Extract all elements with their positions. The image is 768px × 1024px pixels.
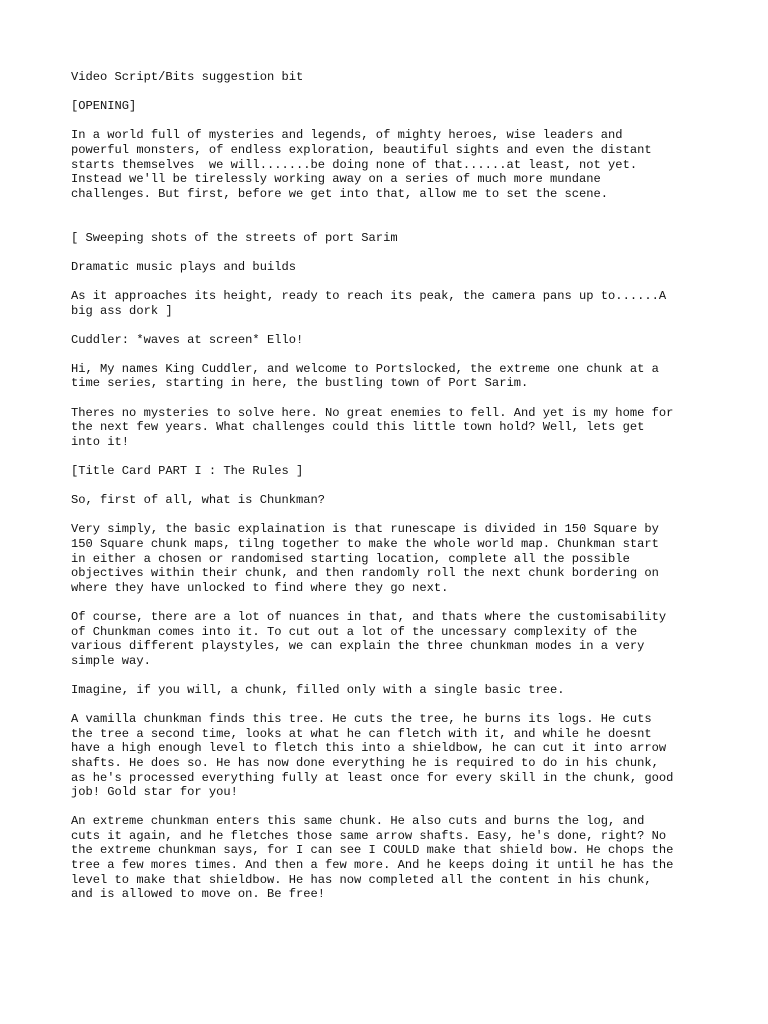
paragraph-explanation: Very simply, the basic explaination is that runescape is divided in 150 Square by 150 Square chunk maps, tilng together to make the whole world map. Chunkman start in either a chosen or randomised starting location, complete all the possible objectives within their chunk, and then randomly roll the next chunk bordering on where they have unlocked to find where they go next.	[71, 522, 659, 595]
paragraph-vanilla-chunkman: A vamilla chunkman finds this tree. He cuts the tree, he burns its logs. He cuts the tree a second time, looks at what he can fletch with it, and while he doesnt have a high enough level to fletch this into a shieldbow, he can cut it into arrow shafts. He does so. He has now done everything he is required to do in his chunk, as he's processed everything fully at least once for every skill in the chunk, good job! Gold star for you!	[71, 712, 674, 800]
paragraph-title-card: [Title Card PART I : The Rules ]	[71, 464, 304, 479]
paragraph-camera-pans: As it approaches its height, ready to reach its peak, the camera pans up to......A big ass dork ]	[71, 288, 667, 318]
paragraph-imagine: Imagine, if you will, a chunk, filled only with a single basic tree.	[71, 682, 565, 697]
blank-line	[71, 216, 711, 231]
paragraph-no-mysteries: Theres no mysteries to solve here. No great enemies to fell. And yet is my home for the next few years. What challenges could this little town hold? Well, lets get into it!	[71, 405, 674, 449]
paragraph-what-is-chunkman: So, first of all, what is Chunkman?	[71, 493, 326, 508]
document-page	[71, 70, 711, 916]
paragraph-cuddler-ello: Cuddler: *waves at screen* Ello!	[71, 332, 304, 347]
paragraph-nuances: Of course, there are a lot of nuances in that, and thats where the customisability of Chunkman comes into it. To cut out a lot of the uncessary complexity of the various different playstyles, we can explain the three chunkman modes in a very simple way.	[71, 609, 667, 668]
paragraph-intro: In a world full of mysteries and legends, of mighty heroes, wise leaders and powerful monsters, of endless exploration, beautiful sights and even the distant starts themselves we will.......be doing none of that......at least, not yet. Instead we'll be tirelessly working away on a series of much more mundane challenges. But first, before we get into that, allow me to set the scene.	[71, 128, 652, 201]
paragraph-extreme-chunkman: An extreme chunkman enters this same chunk. He also cuts and burns the log, and cuts it again, and he fletches those same arrow shafts. Easy, he's done, right? No the extreme chunkman says, for I can see I COULD make that shield bow. He chops the tree a few mores times. And then a few more. And he keeps doing it until he has the level to make that shieldbow. He has now completed all the content in his chunk, and is allowed to move on. Be free!	[71, 814, 674, 902]
document-title: Video Script/Bits suggestion bit	[71, 70, 304, 84]
paragraph-dramatic-music: Dramatic music plays and builds	[71, 259, 296, 274]
paragraph-opening: [OPENING]	[71, 99, 137, 114]
paragraph-welcome: Hi, My names King Cuddler, and welcome to Portslocked, the extreme one chunk at a time series, starting in here, the bustling town of Port Sarim.	[71, 361, 659, 391]
paragraph-sweeping-shots: [ Sweeping shots of the streets of port Sarim	[71, 230, 398, 245]
